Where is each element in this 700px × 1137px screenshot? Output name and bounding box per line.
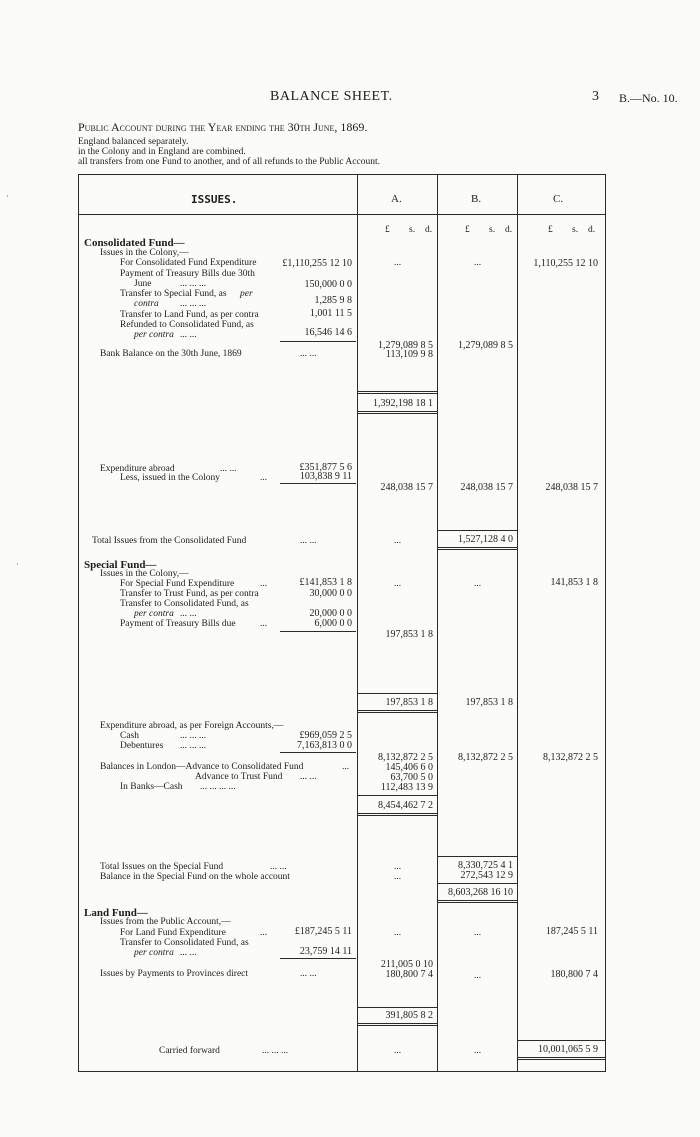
debentures-label: Debentures: [120, 741, 164, 751]
refund-amount: 16,546 14 6: [304, 327, 352, 338]
banks-cash-label: In Banks—Cash: [120, 782, 183, 792]
unit-pounds-c: £: [548, 225, 553, 235]
account-subtitle: Public Account during the Year ending the 30th June, 1869.: [78, 120, 368, 134]
total-special-b: 8,330,725 4 1: [458, 860, 513, 871]
dots: ...: [393, 579, 402, 589]
land-consol-amount: 23,759 14 11: [299, 946, 352, 957]
dots: ...: [473, 928, 482, 938]
land-consol-label-2: per contra: [134, 948, 174, 958]
london-label-1: Balances in London—Advance to Consolidated Fund: [100, 762, 304, 772]
land-a-total: 391,805 8 2: [385, 1010, 433, 1021]
dots: ...: [473, 579, 482, 589]
dots: ... ...: [180, 330, 197, 340]
provinces-label: Issues by Payments to Provinces direct: [100, 969, 249, 979]
consolidated-expenditure-amount: £1,110,255 12 10: [282, 258, 352, 269]
transfer-special-label-1: Transfer to Special Fund, as: [120, 289, 227, 299]
land-expenditure-amount: £187,245 5 11: [294, 926, 352, 937]
dots: ... ...: [300, 969, 317, 979]
bank-balance-label: Bank Balance on the 30th June, 1869: [100, 349, 242, 359]
balance-special-b: 272,543 12 9: [460, 870, 513, 881]
consolidated-a-subtotal: 1,279,089 8 5: [378, 340, 433, 351]
total-consolidated-label: Total Issues from the Consolidated Fund: [92, 536, 247, 546]
cash-label: Cash: [120, 731, 139, 741]
land-consol-label-1: Transfer to Consolidated Fund, as: [120, 938, 249, 948]
dots: ... ...: [220, 464, 237, 474]
special-expenditure-label: For Special Fund Expenditure: [120, 579, 235, 589]
dots: ... ...: [300, 349, 317, 359]
abroad-c: 248,038 15 7: [545, 482, 598, 493]
margin-mark: ·: [6, 192, 9, 202]
carried-forward-label: Carried forward: [159, 1046, 220, 1056]
dots: ... ...: [270, 862, 287, 872]
provinces-c: 180,800 7 4: [550, 969, 598, 980]
document-reference: B.—No. 10.: [619, 91, 678, 105]
foreign-a: 8,132,872 2 5: [378, 752, 433, 763]
transfer-land-label: Transfer to Land Fund, as per contra: [120, 310, 259, 320]
foreign-c: 8,132,872 2 5: [543, 752, 598, 763]
dots: ...: [473, 971, 482, 981]
unit-pence-b: d.: [505, 225, 513, 235]
dots: ...: [260, 619, 268, 629]
treasury-label-1: Payment of Treasury Bills due 30th: [120, 269, 255, 279]
land-a-subtotal: 211,005 0 10: [380, 959, 433, 970]
foreign-accounts-label: Expenditure abroad, as per Foreign Accounts,—: [100, 721, 284, 731]
unit-pounds-b: £: [465, 225, 470, 235]
refund-label-2: per contra: [134, 330, 174, 340]
unit-pence-c: d.: [588, 225, 596, 235]
treasury-label-2: June: [134, 279, 152, 289]
dots: ...: [393, 1046, 402, 1056]
special-trust-amount: 30,000 0 0: [309, 588, 352, 599]
margin-mark: ·: [16, 560, 19, 570]
special-b-grand: 8,603,268 16 10: [448, 887, 513, 898]
unit-pounds-a: £: [385, 225, 390, 235]
dots: ... ...: [180, 948, 197, 958]
dots: ... ... ...: [180, 279, 207, 289]
dots: ...: [393, 872, 402, 882]
unit-shillings-c: s.: [572, 225, 579, 235]
note-line-2: in the Colony and in England are combined.: [78, 147, 246, 157]
note-line-3: all transfers from one Fund to another, and of all refunds to the Public Account.: [78, 157, 380, 167]
bank-balance-amount: 113,109 9 8: [385, 349, 433, 360]
land-expenditure-label: For Land Fund Expenditure: [120, 928, 226, 938]
banks-cash-amount: 112,483 13 9: [380, 782, 433, 793]
special-b-total: 197,853 1 8: [465, 697, 513, 708]
column-b-header: B.: [471, 193, 482, 205]
total-consolidated-b: 1,527,128 4 0: [458, 534, 513, 545]
consolidated-b-subtotal: 1,279,089 8 5: [458, 340, 513, 351]
unit-shillings-a: s.: [409, 225, 416, 235]
consolidated-fund-heading: Consolidated Fund—: [84, 237, 185, 249]
special-sub: Issues in the Colony,—: [100, 569, 189, 579]
special-consol-label-2: per contra: [134, 609, 174, 619]
expenditure-abroad-label: Expenditure abroad: [100, 464, 175, 474]
special-expenditure-amount: £141,853 1 8: [299, 577, 352, 588]
consolidated-expenditure-label: For Consolidated Fund Expenditure: [120, 258, 257, 268]
dots: ... ...: [300, 772, 317, 782]
page-title: BALANCE SHEET.: [270, 89, 393, 104]
special-a-subtotal: 197,853 1 8: [385, 629, 433, 640]
unit-shillings-b: s.: [489, 225, 496, 235]
dots: ... ... ...: [180, 741, 207, 751]
less-issued-label: Less, issued in the Colony: [120, 473, 221, 483]
column-a-header: A.: [391, 193, 402, 205]
dots: ...: [260, 473, 268, 483]
dots: ... ... ...: [262, 1046, 289, 1056]
london-amount-1: 145,406 6 0: [385, 762, 433, 773]
provinces-a: 180,800 7 4: [385, 969, 433, 980]
special-treasury-label: Payment of Treasury Bills due: [120, 619, 236, 629]
transfer-special-label-2: contra: [134, 299, 159, 309]
special-treasury-amount: 6,000 0 0: [314, 618, 352, 629]
special-trust-label: Transfer to Trust Fund, as per contra: [120, 589, 259, 599]
abroad-b: 248,038 15 7: [460, 482, 513, 493]
dots: ... ...: [180, 609, 197, 619]
special-consol-amount: 20,000 0 0: [309, 608, 352, 619]
dots: ... ... ...: [180, 299, 207, 309]
column-c-header: C.: [553, 193, 564, 205]
treasury-amount: 150,000 0 0: [304, 279, 352, 290]
refund-label-1: Refunded to Consolidated Fund, as: [120, 320, 254, 330]
dots: ... ... ... ...: [200, 782, 236, 792]
dots: ...: [393, 928, 402, 938]
dots: ...: [260, 928, 268, 938]
consolidated-c-expenditure: 1,110,255 12 10: [533, 258, 598, 269]
dots: ... ... ...: [180, 731, 207, 741]
dots: ...: [393, 258, 402, 268]
transfer-special-amount: 1,285 9 8: [314, 295, 352, 306]
carried-forward-c: 10,001,065 5 9: [538, 1044, 598, 1055]
special-c-expenditure: 141,853 1 8: [550, 577, 598, 588]
land-c-expenditure: 187,245 5 11: [545, 926, 598, 937]
cash-amount: £969,059 2 5: [299, 730, 352, 741]
consolidated-a-total: 1,392,198 18 1: [373, 398, 433, 409]
dots: ...: [393, 536, 402, 546]
total-special-label: Total Issues on the Special Fund: [100, 862, 224, 872]
dots: ...: [393, 862, 402, 872]
transfer-land-amount: 1,001 11 5: [309, 308, 352, 319]
unit-pence-a: d.: [425, 225, 433, 235]
foreign-b: 8,132,872 2 5: [458, 752, 513, 763]
debentures-amount: 7,163,813 0 0: [297, 740, 352, 751]
dots: ...: [473, 258, 482, 268]
special-fund-heading: Special Fund—: [84, 559, 157, 571]
london-label-2: Advance to Trust Fund: [195, 772, 283, 782]
land-fund-heading: Land Fund—: [84, 907, 148, 919]
dots: ...: [260, 579, 268, 589]
london-amount-2: 63,700 5 0: [390, 772, 433, 783]
balance-special-label: Balance in the Special Fund on the whole account: [100, 872, 290, 882]
less-issued-amount: 103,838 9 11: [299, 471, 352, 482]
consolidated-sub: Issues in the Colony,—: [100, 248, 189, 258]
abroad-a: 248,038 15 7: [380, 482, 433, 493]
special-consol-label-1: Transfer to Consolidated Fund, as: [120, 599, 249, 609]
special-a-total: 197,853 1 8: [385, 697, 433, 708]
issues-column-header: ISSUES.: [191, 193, 238, 206]
page-number: 3: [592, 89, 600, 104]
land-sub: Issues from the Public Account,—: [100, 917, 231, 927]
note-line-1: England balanced separately.: [78, 137, 189, 147]
dots: ... ...: [300, 536, 317, 546]
dots: ...: [473, 1046, 482, 1056]
expenditure-abroad-amount: £351,877 5 6: [299, 462, 352, 473]
special-a-grand: 8,454,462 7 2: [378, 800, 433, 811]
